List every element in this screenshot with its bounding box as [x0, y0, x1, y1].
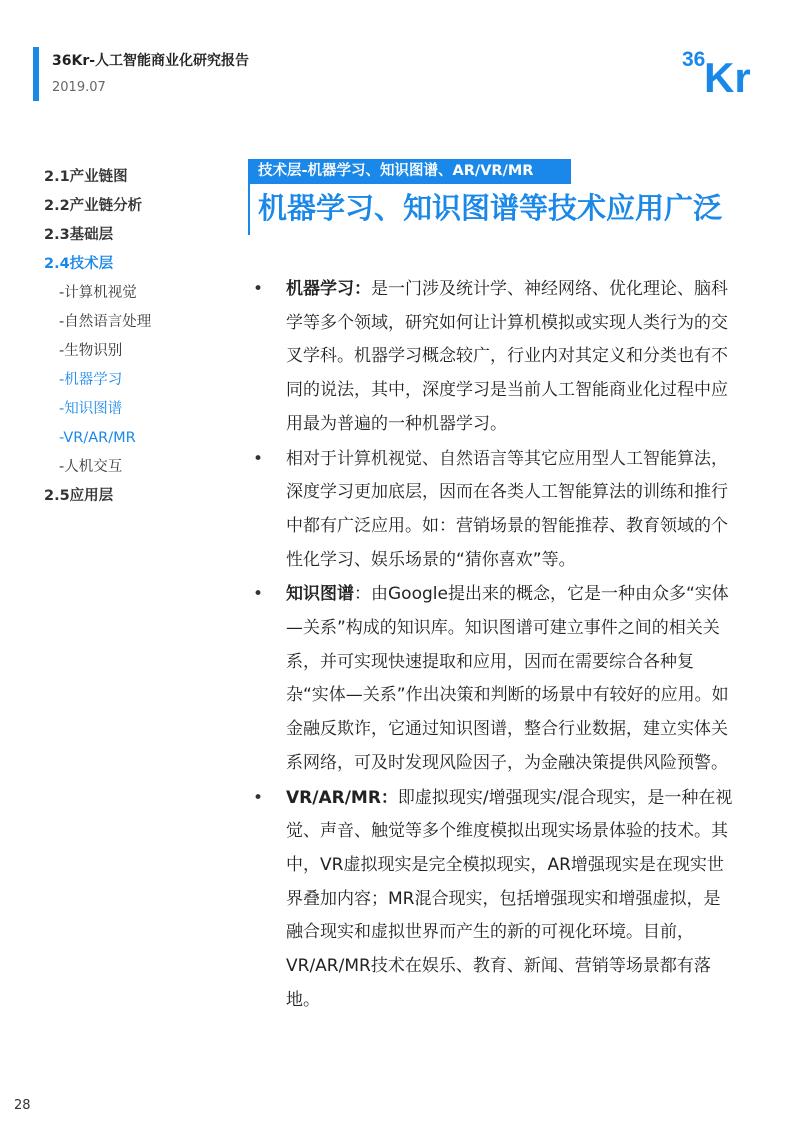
bullet-dot: •	[253, 448, 264, 469]
bullet-text: ：由Google提出来的概念，它是一种由众多“实体—关系”构成的知识库。知识图谱可建立事件之间的相关关系，并可实现快速提取和应用，因而在需要综合各种复杂“实体—关系”作出决策和判断的场景中有较好的应用。如金融反欺诈，它通过知识图谱，整合行业数据，建立实体关系网络，可及时发现风险因子，为金融决策提供风险预警。	[286, 584, 729, 773]
bullet-dot: •	[253, 279, 264, 299]
bullet-machine-learning	[253, 273, 733, 442]
toc-item-2-5[interactable]: 2.5应用层	[44, 488, 114, 504]
bullet-text: 相对于计算机视觉、自然语言等其它应用型人工智能算法，深度学习更加底层，因而在各类人工智能算法的训练和推行中都有广泛应用。如：营销场景的智能推荐、教育领域的个性化学习、娱乐场景的“猜你喜欢”等。	[286, 448, 728, 570]
bullet-deep-learning	[253, 443, 733, 578]
section-headline: 机器学习、知识图谱等技术应用广泛	[258, 191, 723, 225]
section-tag: 技术层-机器学习、知识图谱、AR/VR/MR	[250, 159, 571, 184]
content-body	[253, 273, 733, 1018]
bullet-dot: •	[253, 787, 264, 808]
bullet-dot: •	[253, 584, 264, 605]
logo-36kr	[682, 40, 764, 96]
page-number: 28	[14, 1098, 31, 1113]
bullet-text: 即虚拟现实/增强现实/混合现实，是一种在视觉、声音、触觉等多个维度模拟出现实场景体验的技术。其中，VR虚拟现实是完全模拟现实，AR增强现实是在现实世界叠加内容；MR混合现实，包括增强现实和增强虚拟，是融合现实和虚拟世界而产生的新的可视化环境。目前，VR/AR/MR技术在娱乐、教育、新闻、营销等场景都有落地。	[286, 787, 733, 1010]
toc-item-2-1[interactable]: 2.1产业链图	[44, 169, 128, 185]
table-of-contents	[44, 163, 244, 511]
toc-item-2-3[interactable]: 2.3基础层	[44, 227, 114, 243]
bullet-text: 是一门涉及统计学、神经网络、优化理论、脑科学等多个领域，研究如何让计算机模拟或实现人类行为的交叉学科。机器学习概念较广，行业内对其定义和分类也有不同的说法，其中，深度学习是当前人工智能商业化过程中应用最为普遍的一种机器学习。	[286, 279, 728, 434]
bullet-knowledge-graph	[253, 578, 733, 780]
toc-sub-nlp[interactable]: -自然语言处理	[59, 314, 152, 330]
report-date: 2019.07	[52, 80, 106, 95]
toc-item-2-2[interactable]: 2.2产业链分析	[44, 198, 143, 214]
toc-sub-knowledge-graph[interactable]: -知识图谱	[59, 401, 123, 417]
bullet-term: VR/AR/MR：	[286, 787, 398, 808]
toc-sub-biometrics[interactable]: -生物识别	[59, 343, 123, 359]
bullet-vr-ar-mr	[253, 782, 733, 1018]
bullet-term: 知识图谱	[286, 584, 354, 605]
toc-sub-vr-ar-mr[interactable]: -VR/AR/MR	[59, 430, 136, 446]
toc-item-2-4[interactable]: 2.4技术层	[44, 256, 114, 272]
header-accent-bar	[33, 47, 39, 101]
toc-sub-hci[interactable]: -人机交互	[59, 459, 123, 475]
bullet-term: 机器学习：	[286, 279, 371, 299]
logo-icon	[682, 40, 764, 96]
svg-text:Kr: Kr	[704, 54, 751, 96]
svg-text:36: 36	[682, 48, 706, 71]
toc-sub-machine-learning[interactable]: -机器学习	[59, 372, 123, 388]
report-title: 36Kr-人工智能商业化研究报告	[52, 53, 250, 69]
toc-sub-computer-vision[interactable]: -计算机视觉	[59, 285, 137, 301]
